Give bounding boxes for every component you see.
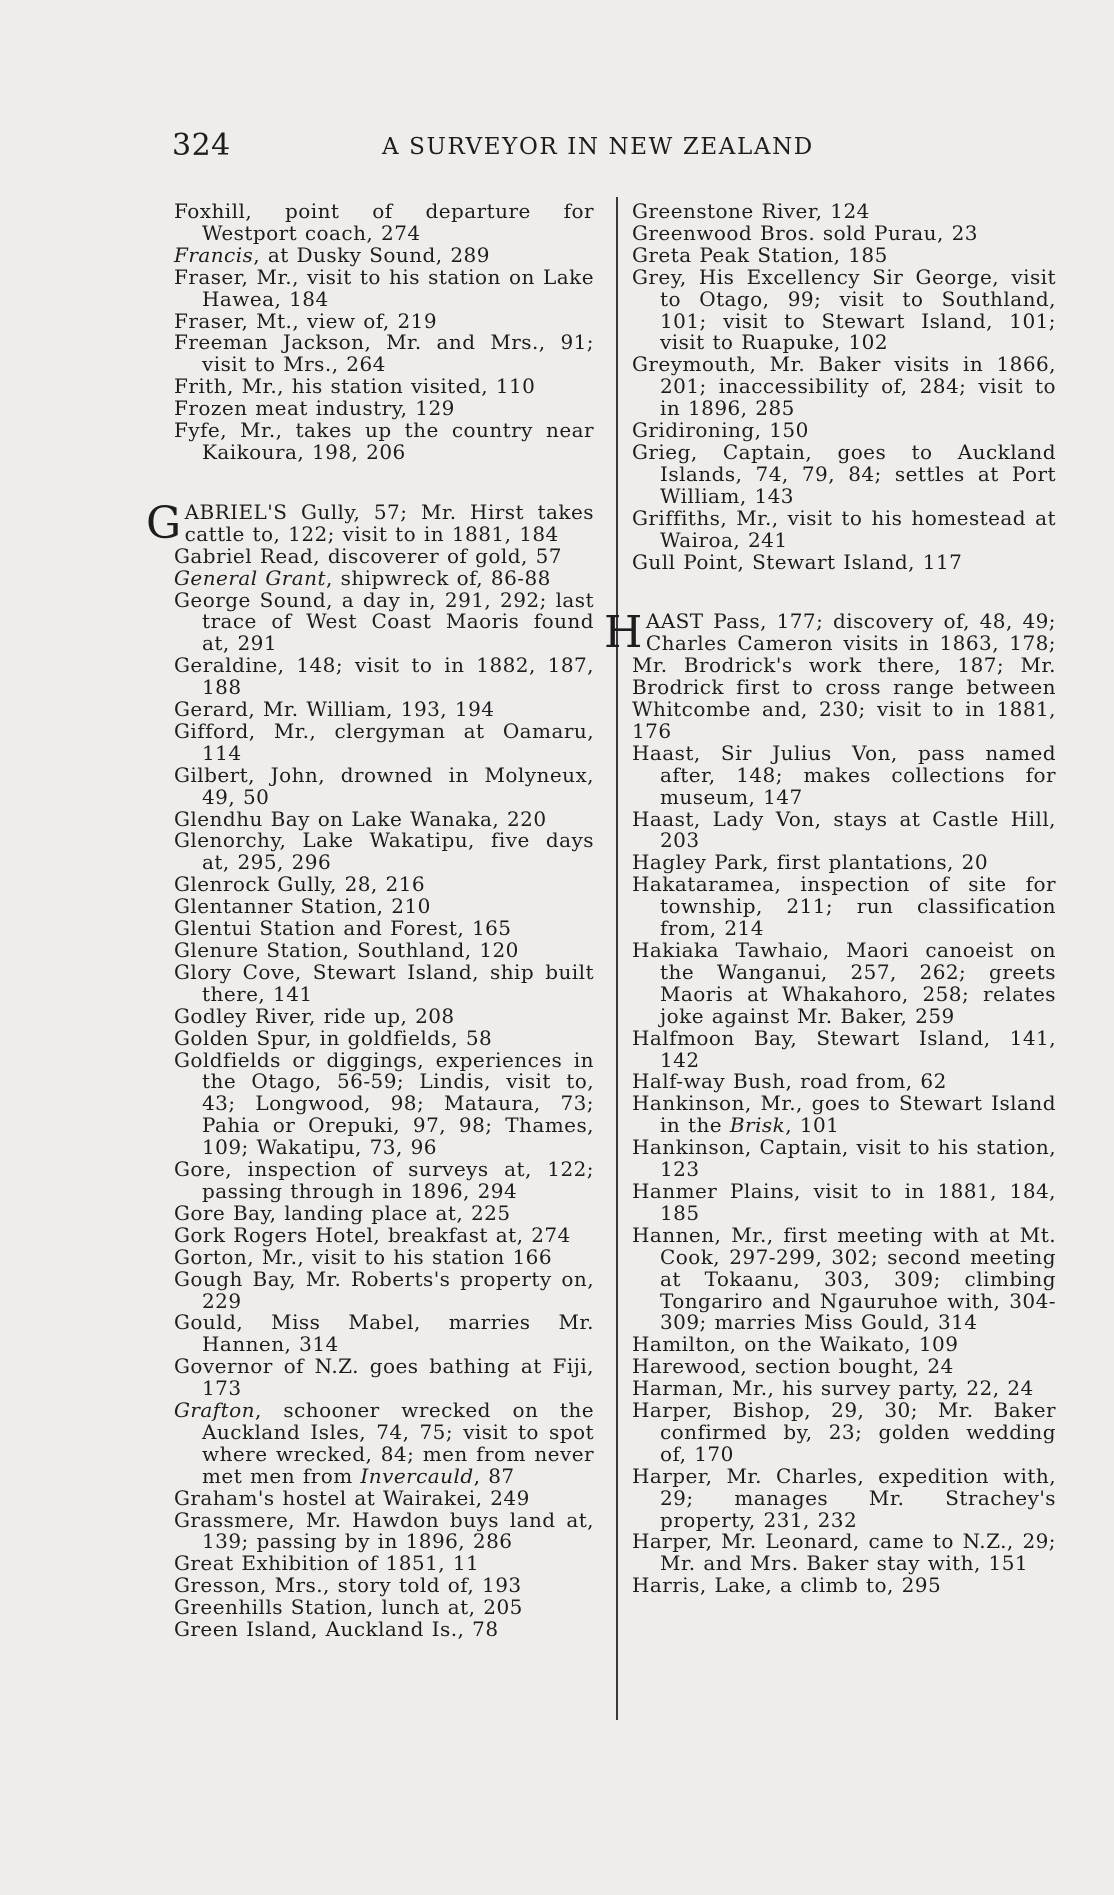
entry-group-h xyxy=(632,740,1056,1598)
index-entry: Greenhills Station, lunch at, 205 xyxy=(174,1595,523,1620)
entry-group-g-cont xyxy=(632,201,1056,573)
index-entry: Gorton, Mr., visit to his station 166 xyxy=(174,1244,553,1269)
index-entry: Glory Cove, Stewart Island, ship built there, 141 xyxy=(174,959,594,1006)
entry-text: AAST Pass, 177; discovery of, 48, 49; Charles Cameron visits in 1863, 178; Mr. Brodrick's work there, 187; Mr. Brodrick first to cross range between Whitcombe and, 230; visit to in 1881, 176 xyxy=(632,609,1056,743)
index-entry: Gough Bay, Mr. Roberts's property on, 229 xyxy=(174,1266,594,1313)
page-header xyxy=(172,128,942,168)
index-entry: Great Exhibition of 1851, 11 xyxy=(174,1551,480,1576)
index-entry: Frozen meat industry, 129 xyxy=(174,396,455,421)
index-entry: Fraser, Mr., visit to his station on Lake Hawea, 184 xyxy=(174,264,594,311)
index-entry: Half-way Bush, road from, 62 xyxy=(632,1069,947,1094)
index-entry: Hakiaka Tawhaio, Maori canoeist on the Wanganui, 257, 262; greets Maoris at Whakahoro, 258; relates joke against Mr. Baker, 259 xyxy=(632,938,1056,1028)
index-entry: Graham's hostel at Wairakei, 249 xyxy=(174,1485,530,1510)
page-number: 324 xyxy=(172,128,231,163)
index-entry: Hankinson, Captain, visit to his station, 123 xyxy=(632,1135,1056,1182)
index-entry: Glentui Station and Forest, 165 xyxy=(174,916,512,941)
index-entry: Gore, inspection of surveys at, 122; passing through in 1896, 294 xyxy=(174,1157,594,1203)
index-entry: Fyfe, Mr., takes up the country near Kaikoura, 198, 206 xyxy=(174,418,594,464)
index-entry: Harris, Lake, a climb to, 295 xyxy=(632,1573,942,1598)
index-entry: Greymouth, Mr. Baker visits in 1866, 201; inaccessibility of, 284; visit to in 1896, 285 xyxy=(632,352,1056,421)
section-gap xyxy=(632,573,1056,611)
section-g-first-entry xyxy=(146,497,594,549)
index-entry: Foxhill, point of departure for Westport coach, 274 xyxy=(174,199,594,245)
index-entry: Gould, Miss Mabel, marries Mr. Hannen, 314 xyxy=(174,1310,594,1357)
index-entry: Glendhu Bay on Lake Wanaka, 220 xyxy=(174,806,547,831)
index-entry: Grey, His Excellency Sir George, visit to Otago, 99; visit to Southland, 101; visit to Stewart Island, 101; visit to Ruapuke, 102 xyxy=(632,264,1056,355)
index-entry: Harper, Mr. Charles, expedition with, 29; manages Mr. Strachey's property, 231, 232 xyxy=(632,1463,1056,1532)
index-entry: Gabriel Read, discoverer of gold, 57 xyxy=(174,543,562,568)
index-entry: Gridironing, 150 xyxy=(632,418,809,443)
index-entry: Gilbert, John, drowned in Molyneux, 49, 50 xyxy=(174,762,594,809)
drop-cap-h: H xyxy=(604,607,643,659)
index-column-left xyxy=(146,199,594,1642)
index-entry: Hagley Park, first plantations, 20 xyxy=(632,850,988,875)
index-entry: Harper, Bishop, 29, 30; Mr. Baker confirmed by, 23; golden wedding of, 170 xyxy=(632,1398,1056,1466)
running-title: A SURVEYOR IN NEW ZEALAND xyxy=(382,134,814,160)
index-entry: Grafton, schooner wrecked on the Auckland Isles, 74, 75; visit to spot where wrecked, 84; men from never met men from Invercauld, 87 xyxy=(174,1398,594,1488)
index-entry: Glentanner Station, 210 xyxy=(174,894,431,919)
index-entry: Halfmoon Bay, Stewart Island, 141, 142 xyxy=(632,1025,1056,1072)
entry-group-g xyxy=(174,543,594,1642)
index-entry: Gerard, Mr. William, 193, 194 xyxy=(174,697,495,722)
index-entry: Grassmere, Mr. Hawdon buys land at, 139; passing by in 1896, 286 xyxy=(174,1507,594,1554)
index-entry: Gull Point, Stewart Island, 117 xyxy=(632,549,963,574)
drop-cap-g: G xyxy=(146,497,182,549)
index-entry: Glenrock Gully, 28, 216 xyxy=(174,872,426,897)
index-entry: Geraldine, 148; visit to in 1882, 187, 188 xyxy=(174,653,594,700)
index-entry: Gresson, Mrs., story told of, 193 xyxy=(174,1573,522,1598)
index-entry: Greta Peak Station, 185 xyxy=(632,242,888,267)
index-entry: Hanmer Plains, visit to in 1881, 184, 185 xyxy=(632,1178,1056,1225)
index-entry: Francis, at Dusky Sound, 289 xyxy=(174,242,490,267)
index-entry: Green Island, Auckland Is., 78 xyxy=(174,1617,499,1642)
index-entry: Glenure Station, Southland, 120 xyxy=(174,938,519,962)
entry-text: ABRIEL'S Gully, 57; Mr. Hirst takes cattle to, 122; visit to in 1881, 184 xyxy=(184,499,594,546)
index-entry: Godley River, ride up, 208 xyxy=(174,1003,455,1028)
index-entry: Griffiths, Mr., visit to his homestead at Wairoa, 241 xyxy=(632,505,1056,552)
index-entry: Grieg, Captain, goes to Auckland Islands, 74, 79, 84; settles at Port William, 143 xyxy=(632,439,1056,508)
index-entry: George Sound, a day in, 291, 292; last trace of West Coast Maoris found at, 291 xyxy=(174,587,594,656)
column-divider xyxy=(616,197,618,1720)
index-entry: Haast, Lady Von, stays at Castle Hill, 203 xyxy=(632,806,1056,853)
index-entry: Fraser, Mt., view of, 219 xyxy=(174,308,438,333)
index-entry: Haast, Sir Julius Von, pass named after, 148; makes collections for museum, 147 xyxy=(632,740,1056,809)
index-entry: Hamilton, on the Waikato, 109 xyxy=(632,1332,959,1357)
section-h-first-entry xyxy=(604,607,1056,743)
section-gap xyxy=(174,464,594,502)
index-entry: Hankinson, Mr., goes to Stewart Island in the Brisk, 101 xyxy=(632,1091,1056,1138)
index-entry: Harman, Mr., his survey party, 22, 24 xyxy=(632,1376,1034,1401)
index-entry: Golden Spur, in goldfields, 58 xyxy=(174,1025,493,1050)
index-entry: Hannen, Mr., first meeting with at Mt. Cook, 297-299, 302; second meeting at Tokaanu, 303, 309; climbing Tongariro and Ngauruhoe with, 304-309; marries Miss Gould, 314 xyxy=(632,1222,1056,1335)
index-entry: Harper, Mr. Leonard, came to N.Z., 29; Mr. and Mrs. Baker stay with, 151 xyxy=(632,1529,1056,1576)
index-entry: Hakataramea, inspection of site for township, 211; run classification from, 214 xyxy=(632,872,1056,941)
index-entry: Frith, Mr., his station visited, 110 xyxy=(174,374,536,399)
index-entry: Gork Rogers Hotel, breakfast at, 274 xyxy=(174,1222,571,1247)
index-entry: General Grant, shipwreck of, 86-88 xyxy=(174,565,551,590)
index-entry: Glenorchy, Lake Wakatipu, five days at, 295, 296 xyxy=(174,828,594,875)
index-entry: Greenwood Bros. sold Purau, 23 xyxy=(632,220,978,245)
index-entry: Gifford, Mr., clergyman at Oamaru, 114 xyxy=(174,718,594,765)
index-entry: Freeman Jackson, Mr. and Mrs., 91; visit to Mrs., 264 xyxy=(174,330,594,377)
index-entry: Goldfields or diggings, experiences in the Otago, 56-59; Lindis, visit to, 43; Longwood, 98; Mataura, 73; Pahia or Orepuki, 97, 98; Thames, 109; Wakatipu, 73, 96 xyxy=(174,1047,594,1160)
index-entry: Governor of N.Z. goes bathing at Fiji, 173 xyxy=(174,1354,594,1401)
index-entry: Harewood, section bought, 24 xyxy=(632,1354,954,1379)
entry-group-f xyxy=(174,201,594,464)
index-column-right xyxy=(604,199,1056,1598)
index-entry: Greenstone River, 124 xyxy=(632,199,870,223)
index-entry: Gore Bay, landing place at, 225 xyxy=(174,1200,511,1225)
